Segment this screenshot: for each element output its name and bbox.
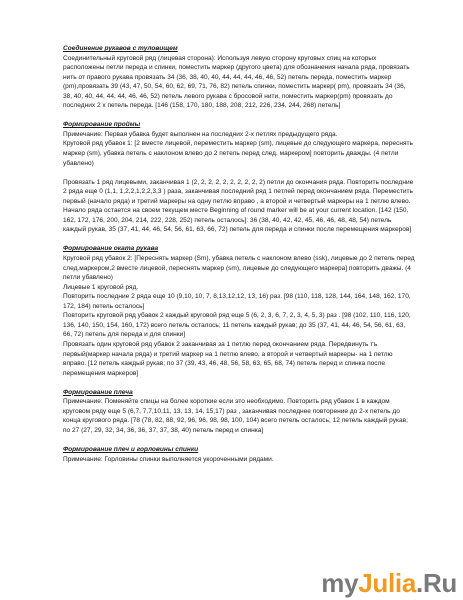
logo-part-ru: .Ru bbox=[416, 568, 457, 598]
document-body bbox=[63, 44, 415, 464]
section-title-joining: Соединение рукавов с туловищем bbox=[63, 45, 178, 52]
paragraph-sleeve-decrease: Круговой ряд убавок 2: [Переснять маркер (Sm), убавка петель с наклоном влево (ssk), лицевые до 2 петель перед след.маркером,2 вместе лицевой, переснять маркер (sm), лицевые до следующего маркера] повторить дважы. (4 петли убавлено) bbox=[63, 255, 415, 282]
paragraph-armhole-note: Примечание: Первая убавка будет выполнен на последних 2-х петлях предыдущего ряда. bbox=[63, 130, 338, 138]
section-title-shoulder: Формирование плеча bbox=[63, 388, 133, 396]
paragraph-joining-round: Соединительный круговой ряд (лицевая сторона): Используя левую сторону круговых спиц на которых расположены петли переда и спинки, поместить маркер (другого цвета) для обозначения начала ряда, провязать нить от правого рукава провязать 34 (36, 38, 40, 40, 44, 44, 44, 46, 46, 52) петель переда, поместить маркер (pm),провязать 39 (43, 47, 50, 54, 60, 62, 69, 71, 76, 82) петель спинки, поместить маркер( pm), провязать 34 (36, 38, 40, 40, 44, 44, 44, 46, 46, 52) петель левого рукава с бросовой нити, поместить маркер(pm) провязать до последних 2 х петель переда. [146 (158, 170, 180, 188, 208, 212, 226, 234, 244, 268) петель] bbox=[63, 54, 410, 110]
paragraph-shoulder: Примечание: Поменяйте спицы на более короткие если это необходимо. Повторить ряд убавок 1 в каждом круговом ряду еще 5 (6,7, 7,7,10,11, 13, 13, 14, 15,17) раз , заканчивая последнее повторение до 2-х петель до конца кругового ряда. [78 (78, 82, 88, 92, 96, 96, 98, 98, 100, 104) всего петель осталось; 12 петель каждый рукав; по 27 (27, 29, 32, 34, 36, 36, 37, 37, 38, 40) петель перед и спинка] bbox=[63, 398, 408, 434]
paragraph-back-neck-note: Примечание: Горловины спинки выполняется укороченными рядами. bbox=[63, 455, 274, 463]
paragraph-sleeve-repeat-each-round: Повторить круговой ряд убавок 2 каждый круговой ряд еще 5 (6, 2, 3, 6, 7, 2, 3, 4, 5, 3) раз . [98 (102, 110, 116, 120, 136, 140, 150, 154, 160, 172) всего петель осталось; 11 петель каждый рукав; до 35 (37, 41, 44, 46, 54, 56, 61, 63, 66, 72) петель для переда и для спинки] bbox=[63, 312, 411, 339]
paragraph-armhole-decrease: Круговой ряд убавок 1: [2 вместе лицевой, переместить маркер (sm), лицевые до следующего маркера, переснять маркер (sm), убавка петель с наклоном влево до 2 петель перед след. маркером] повторить дважды. (4 петли убавлено) bbox=[63, 140, 413, 167]
logo-part-julia: Julia bbox=[358, 568, 417, 598]
site-logo bbox=[321, 569, 457, 597]
section-title-sleeve-cap: Формирование оката рукава bbox=[63, 245, 159, 253]
logo-part-my: my bbox=[321, 568, 359, 598]
paragraph-armhole-repeat: Провязать 1 ряд лицевыми, заканчивая 1 (2, 2, 2, 2, 2, 2, 2, 2, 2, 2) петли до окончания ряда. Повторить последние 2 ряда еще 0 (1,1, 1,2,2,1,2,2,3,3 ) раза, заканчивая последний ряд 1 петлей перед окончанием ряда. Переместить первый (начало ряда) и третий маркеры на одну петлю вправо , а второй и четвертый маркеры на 1 петлю влево. Начало ряда остается на своем текущем месте Beginning of round marker will be at your current location. [142 (150, 162, 172, 176, 200, 204, 214, 222, 228, 252) петель осталось]: 36 (38, 40, 42, 42, 45, 46, 46, 48, 48, 54) петель каждый рукав, 35 (37, 41, 44, 46, 54, 56, 61, 63, 66, 72) петель для переда и спинки после перемещения маркеров] bbox=[63, 178, 414, 234]
paragraph-sleeve-knit-round: Лицевые 1 круговой ряд. bbox=[63, 283, 139, 291]
section-title-armhole: Формирование проймы bbox=[63, 121, 141, 129]
paragraph-sleeve-repeat: Повторить последние 2 ряда еще 10 (9,10, 10, 7, 8,13,12,12, 13, 16) раз. [98 (110, 118, 128, 144, 164, 148, 162, 170, 172, 184) петель осталось] bbox=[63, 293, 411, 310]
paragraph-sleeve-move-markers: Провязать один круговой ряд убавок 2 заканчивая за 1 петлю перед окончанием ряда. Передвинуть тъ первый(маркер начала ряда) и третий маркер на 1 петлю влево, а второй и четвертый маркеры- на 1 петлю вправо. [12 петель каждый рукав; по 37 (39, 43, 46, 48, 56, 58, 63, 65, 68, 74) петель перед и спинка после перемещения маркеров] bbox=[63, 340, 393, 377]
section-title-shoulders-back-neck: Формирование плеч и горловины спинки bbox=[63, 445, 199, 453]
